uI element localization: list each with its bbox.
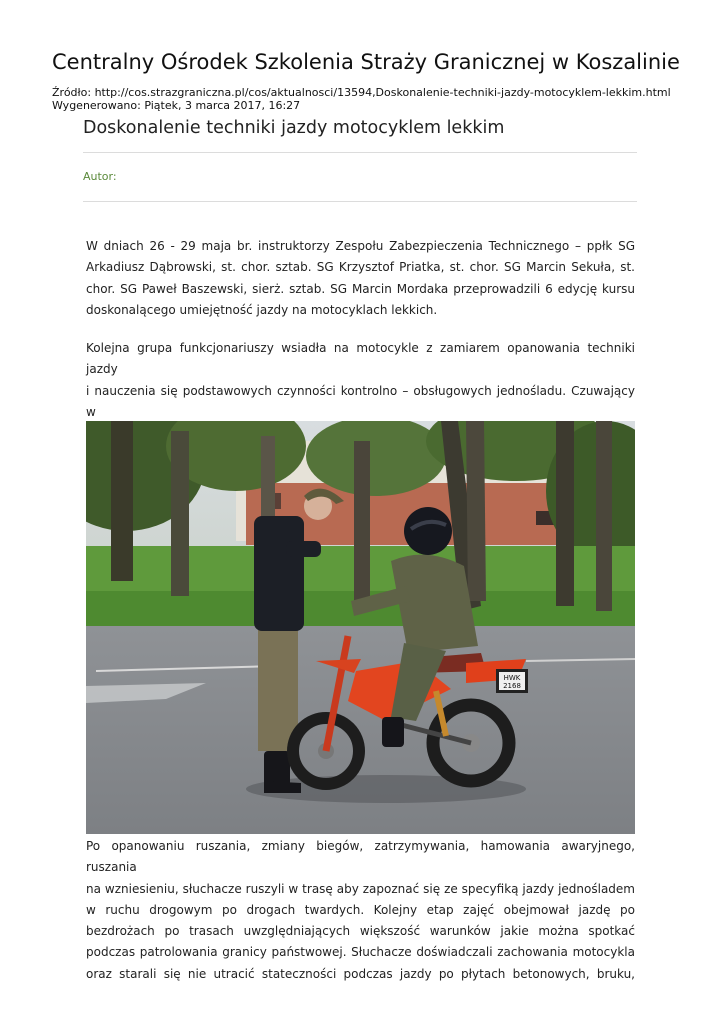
text-line: bezdrożach po trasach uwzględniających większość warunków jakie można spotkać <box>86 924 635 939</box>
paragraph-1 <box>86 236 635 321</box>
generated-date: Wygenerowano: Piątek, 3 marca 2017, 16:27 <box>52 99 301 112</box>
text-line: Po opanowaniu ruszania, zmiany biegów, zatrzymywania, hamowania awaryjnego, ruszania <box>86 839 635 875</box>
text-line: doskonalącego umiejętność jazdy na motocyklach lekkich. <box>86 302 438 317</box>
text-line: podczas patrolowania granicy państwowej. Słuchacze doświadczali zachowania motocykla <box>86 945 635 960</box>
text-line: Arkadiusz Dąbrowski, st. chor. sztab. SG Krzysztof Priatka, st. chor. SG Marcin Sekuła, st. <box>86 260 635 275</box>
svg-text:2168: 2168 <box>503 682 521 690</box>
text-line: Kolejna grupa funkcjonariuszy wsiadła na motocykle z zamiarem opanowania techniki jazdy <box>86 341 635 377</box>
license-plate: HWK <box>503 674 521 682</box>
site-title: Centralny Ośrodek Szkolenia Straży Granicznej w Koszalinie <box>52 50 680 74</box>
document-meta <box>52 86 671 112</box>
motorcycle-training-photo <box>86 421 635 834</box>
text-line: W dniach 26 - 29 maja br. instruktorzy Zespołu Zabezpieczenia Technicznego – ppłk SG <box>86 239 635 253</box>
text-line: chor. SG Paweł Baszewski, sierż. sztab. SG Marcin Mordaka przeprowadzili 6 edycję kursu <box>86 281 635 296</box>
text-line: oraz starali się nie utracić stateczności podczas jazdy po płytach betonowych, bruku, <box>86 966 635 981</box>
divider <box>83 152 637 153</box>
article-title: Doskonalenie techniki jazdy motocyklem lekkim <box>83 118 505 138</box>
text-line: w ruchu drogowym po drogach twardych. Kolejny etap zajęć obejmował jazdę po <box>86 902 635 917</box>
text-line: i nauczenia się podstawowych czynności kontrolno – obsługowych jednośladu. Czuwający w <box>86 383 635 419</box>
paragraph-3 <box>86 836 635 985</box>
source-url[interactable]: Źródło: http://cos.strazgraniczna.pl/cos/aktualnosci/13594,Doskonalenie-techniki-jazdy-motocyklem-lekkim.html <box>52 86 671 99</box>
author-label: Autor: <box>83 170 117 183</box>
text-line: na wzniesieniu, słuchacze ruszyli w trasę aby zapoznać się ze specyfiką jazdy jednośladem <box>86 881 635 896</box>
divider <box>83 201 637 202</box>
